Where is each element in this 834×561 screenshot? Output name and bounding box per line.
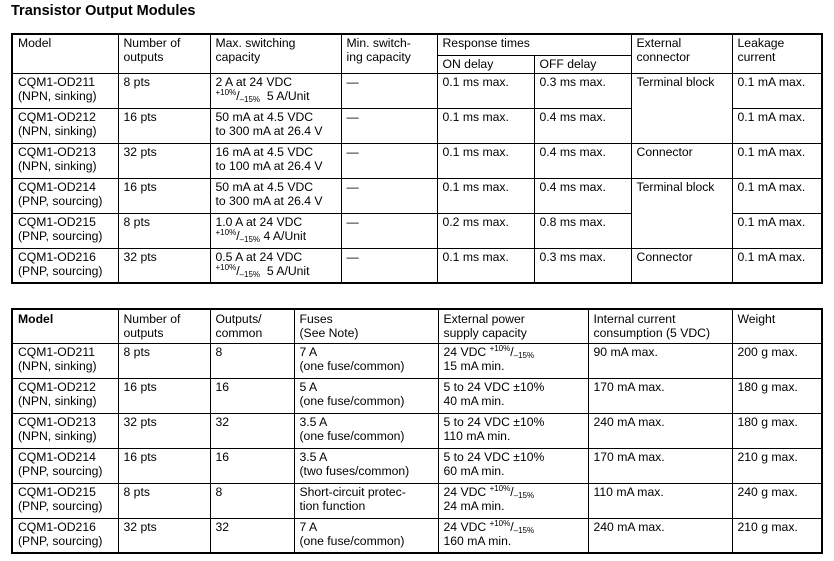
model-cell: CQM1-OD215 (PNP, sourcing) (12, 483, 118, 518)
internal-current-cell: 110 mA max. (588, 483, 732, 518)
leakage-cell: 0.1 mA max. (732, 73, 822, 108)
outputs-cell: 16 pts (118, 178, 210, 213)
header-max-switching: Max. switching capacity (210, 34, 341, 73)
common-cell: 8 (210, 483, 294, 518)
common-cell: 16 (210, 378, 294, 413)
on-delay-cell: 0.1 ms max. (437, 143, 534, 178)
table-row (12, 248, 822, 283)
weight-cell: 210 g max. (732, 448, 822, 483)
common-cell: 32 (210, 413, 294, 448)
internal-current-cell: 90 mA max. (588, 343, 732, 378)
leakage-cell: 0.1 mA max. (732, 248, 822, 283)
common-cell: 32 (210, 518, 294, 553)
table-row (12, 378, 822, 413)
model-cell: CQM1-OD216 (PNP, sourcing) (12, 248, 118, 283)
outputs-cell: 32 pts (118, 248, 210, 283)
internal-current-cell: 240 mA max. (588, 413, 732, 448)
table-row (12, 178, 822, 213)
header-off-delay: OFF delay (534, 55, 631, 73)
outputs-cell: 32 pts (118, 413, 210, 448)
max-switching-cell: 0.5 A at 24 VDC $^{+10\%}/_{-15\%}$ 5 A/Unit (210, 248, 341, 283)
header-response-times: Response times (437, 34, 631, 55)
outputs-cell: 8 pts (118, 73, 210, 108)
off-delay-cell: 0.3 ms max. (534, 248, 631, 283)
internal-current-cell: 170 mA max. (588, 448, 732, 483)
connector-cell: Connector (631, 248, 732, 283)
header-outputs-per-common: Outputs/ common (210, 309, 294, 343)
table-row (12, 448, 822, 483)
fuses-cell: Short-circuit protec- tion function (294, 483, 438, 518)
table-row (12, 73, 822, 108)
power-cell: 24 VDC $^{+10\%}/_{-15\%}$ 24 mA min. (438, 483, 588, 518)
internal-current-cell: 240 mA max. (588, 518, 732, 553)
min-switching-cell: — (341, 73, 437, 108)
min-switching-cell: — (341, 178, 437, 213)
min-switching-cell: — (341, 108, 437, 143)
on-delay-cell: 0.1 ms max. (437, 248, 534, 283)
common-cell: 8 (210, 343, 294, 378)
outputs-cell: 32 pts (118, 518, 210, 553)
model-cell: CQM1-OD212 (NPN, sinking) (12, 108, 118, 143)
output-spec-table (11, 33, 823, 284)
table-row (12, 343, 822, 378)
model-cell: CQM1-OD216 (PNP, sourcing) (12, 518, 118, 553)
max-switching-cell: 16 mA at 4.5 VDC to 100 mA at 26.4 V (210, 143, 341, 178)
connector-cell: Terminal block (631, 178, 732, 248)
on-delay-cell: 0.2 ms max. (437, 213, 534, 248)
on-delay-cell: 0.1 ms max. (437, 73, 534, 108)
model-cell: CQM1-OD214 (PNP, sourcing) (12, 178, 118, 213)
weight-cell: 180 g max. (732, 378, 822, 413)
common-cell: 16 (210, 448, 294, 483)
model-cell: CQM1-OD211 (NPN, sinking) (12, 73, 118, 108)
connector-cell: Connector (631, 143, 732, 178)
header-number-of-outputs: Number of outputs (118, 34, 210, 73)
outputs-cell: 8 pts (118, 343, 210, 378)
header-number-of-outputs: Number of outputs (118, 309, 210, 343)
outputs-cell: 16 pts (118, 108, 210, 143)
max-switching-cell: 1.0 A at 24 VDC $^{+10\%}/_{-15\%}$ 4 A/Unit (210, 213, 341, 248)
leakage-cell: 0.1 mA max. (732, 213, 822, 248)
connector-cell: Terminal block (631, 73, 732, 143)
fuses-cell: 5 A (one fuse/common) (294, 378, 438, 413)
table-row (12, 518, 822, 553)
on-delay-cell: 0.1 ms max. (437, 108, 534, 143)
off-delay-cell: 0.8 ms max. (534, 213, 631, 248)
off-delay-cell: 0.4 ms max. (534, 178, 631, 213)
weight-cell: 210 g max. (732, 518, 822, 553)
header-internal-current: Internal current consumption (5 VDC) (588, 309, 732, 343)
power-cell: 5 to 24 VDC ±10% 110 mA min. (438, 413, 588, 448)
header-fuses: Fuses (See Note) (294, 309, 438, 343)
off-delay-cell: 0.3 ms max. (534, 73, 631, 108)
header-on-delay: ON delay (437, 55, 534, 73)
outputs-cell: 32 pts (118, 143, 210, 178)
weight-cell: 180 g max. (732, 413, 822, 448)
header-external-power: External power supply capacity (438, 309, 588, 343)
power-cell: 5 to 24 VDC ±10% 40 mA min. (438, 378, 588, 413)
header-leakage-current: Leakage current (732, 34, 822, 73)
power-cell: 5 to 24 VDC ±10% 60 mA min. (438, 448, 588, 483)
model-cell: CQM1-OD213 (NPN, sinking) (12, 413, 118, 448)
model-cell: CQM1-OD215 (PNP, sourcing) (12, 213, 118, 248)
fuses-cell: 3.5 A (two fuses/common) (294, 448, 438, 483)
min-switching-cell: — (341, 213, 437, 248)
fuses-cell: 3.5 A (one fuse/common) (294, 413, 438, 448)
max-switching-cell: 50 mA at 4.5 VDC to 300 mA at 26.4 V (210, 108, 341, 143)
fuses-cell: 7 A (one fuse/common) (294, 343, 438, 378)
table-row (12, 483, 822, 518)
leakage-cell: 0.1 mA max. (732, 108, 822, 143)
table-row (12, 413, 822, 448)
off-delay-cell: 0.4 ms max. (534, 143, 631, 178)
outputs-cell: 16 pts (118, 378, 210, 413)
off-delay-cell: 0.4 ms max. (534, 108, 631, 143)
weight-cell: 200 g max. (732, 343, 822, 378)
model-cell: CQM1-OD211 (NPN, sinking) (12, 343, 118, 378)
min-switching-cell: — (341, 143, 437, 178)
weight-cell: 240 g max. (732, 483, 822, 518)
power-cell: 24 VDC $^{+10\%}/_{-15\%}$ 15 mA min. (438, 343, 588, 378)
model-cell: CQM1-OD213 (NPN, sinking) (12, 143, 118, 178)
table-row (12, 143, 822, 178)
max-switching-cell: 50 mA at 4.5 VDC to 300 mA at 26.4 V (210, 178, 341, 213)
model-cell: CQM1-OD214 (PNP, sourcing) (12, 448, 118, 483)
max-switching-cell: 2 A at 24 VDC $^{+10\%}/_{-15\%}$ 5 A/Unit (210, 73, 341, 108)
internal-current-cell: 170 mA max. (588, 378, 732, 413)
section-title: Transistor Output Modules (11, 3, 196, 19)
header-model: Model (12, 309, 118, 343)
header-min-switching: Min. switch- ing capacity (341, 34, 437, 73)
leakage-cell: 0.1 mA max. (732, 178, 822, 213)
on-delay-cell: 0.1 ms max. (437, 178, 534, 213)
header-weight: Weight (732, 309, 822, 343)
leakage-cell: 0.1 mA max. (732, 143, 822, 178)
header-model: Model (12, 34, 118, 73)
header-external-connector: External connector (631, 34, 732, 73)
power-cell: 24 VDC $^{+10\%}/_{-15\%}$ 160 mA min. (438, 518, 588, 553)
power-spec-table (11, 308, 823, 554)
outputs-cell: 8 pts (118, 483, 210, 518)
min-switching-cell: — (341, 248, 437, 283)
fuses-cell: 7 A (one fuse/common) (294, 518, 438, 553)
outputs-cell: 16 pts (118, 448, 210, 483)
model-cell: CQM1-OD212 (NPN, sinking) (12, 378, 118, 413)
outputs-cell: 8 pts (118, 213, 210, 248)
